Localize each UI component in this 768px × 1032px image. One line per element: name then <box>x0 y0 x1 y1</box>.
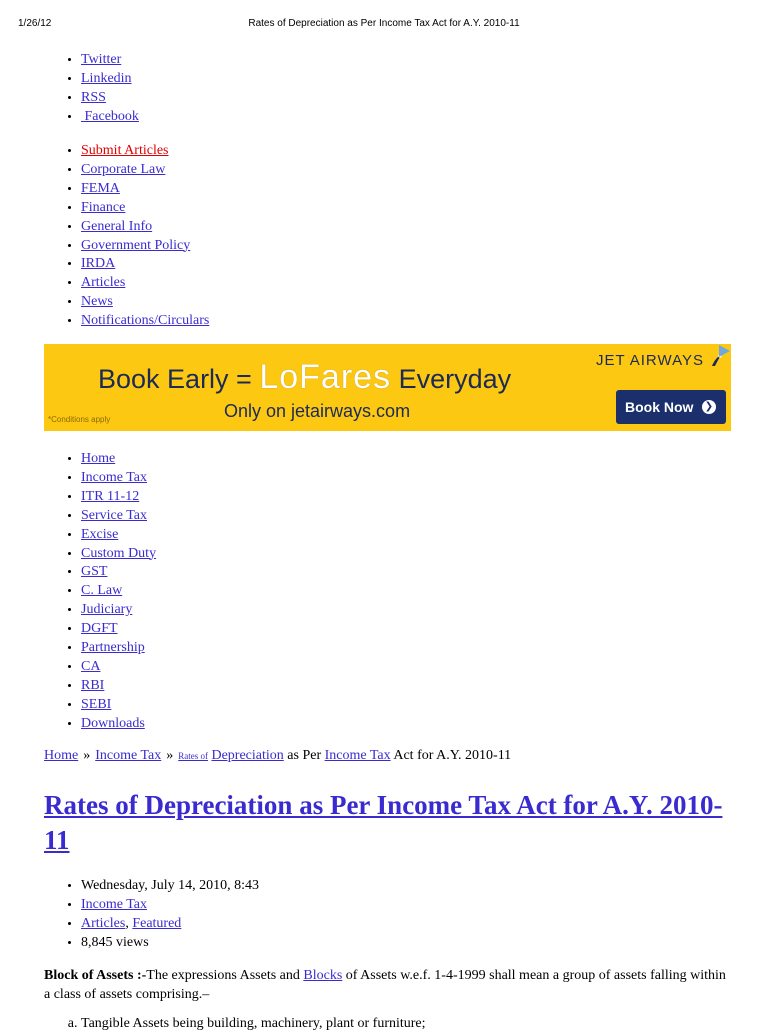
linkedin-link[interactable]: Linkedin <box>81 70 132 86</box>
nav-judiciary[interactable]: Judiciary <box>81 602 133 618</box>
list-item <box>81 601 156 620</box>
chevron-right-icon: ❯ <box>702 400 716 414</box>
list-item <box>81 199 209 218</box>
ad-conditions: *Conditions apply <box>48 415 111 424</box>
facebook-link[interactable]: Facebook <box>81 108 139 124</box>
list-item <box>81 293 209 312</box>
ad-headline-left: Book Early = <box>98 364 252 394</box>
fema-link[interactable]: FEMA <box>81 180 120 196</box>
paragraph-heading: Block of Assets :- <box>44 968 147 983</box>
articles-link[interactable]: Articles <box>81 275 126 291</box>
list-item <box>81 545 156 564</box>
ad-brand-name: JET AIRWAYS <box>596 352 704 369</box>
irda-link[interactable]: IRDA <box>81 256 116 272</box>
meta-category-link[interactable]: Income Tax <box>81 896 148 912</box>
list-item <box>81 715 156 734</box>
page-title <box>44 788 744 858</box>
breadcrumb-separator: » <box>83 748 91 763</box>
list-item <box>81 696 156 715</box>
list-item: a. Tangible Assets being building, machinery, plant or furniture; <box>81 1016 426 1032</box>
nav-downloads[interactable]: Downloads <box>81 715 145 731</box>
list-item <box>81 161 209 180</box>
list-item <box>81 218 209 237</box>
ad-subtitle: Only on jetairways.com <box>224 401 411 421</box>
twitter-link[interactable]: Twitter <box>81 52 122 67</box>
list-item <box>81 255 209 274</box>
breadcrumb <box>44 748 511 764</box>
news-link[interactable]: News <box>81 294 113 310</box>
nav-itr[interactable]: ITR 11-12 <box>81 488 140 504</box>
general-info-link[interactable]: General Info <box>81 218 153 234</box>
nav-custom-duty[interactable]: Custom Duty <box>81 545 157 561</box>
breadcrumb-income-tax[interactable]: Income Tax <box>95 748 162 763</box>
ad-headline <box>98 358 511 397</box>
nav-gst[interactable]: GST <box>81 564 108 580</box>
article-meta <box>44 877 259 953</box>
nav-ca[interactable]: CA <box>81 658 101 674</box>
list-item <box>81 237 209 256</box>
main-nav <box>44 450 156 734</box>
meta-date: • Wednesday, July 14, 2010, 8:43 <box>81 877 259 896</box>
print-title: Rates of Depreciation as Per Income Tax Act for A.Y. 2010-11 <box>248 18 520 29</box>
nav-dgft[interactable]: DGFT <box>81 621 118 637</box>
print-header <box>0 18 768 32</box>
list-item <box>81 639 156 658</box>
book-now-label: Book Now <box>625 399 694 415</box>
list-item <box>81 658 156 677</box>
nav-home[interactable]: Home <box>81 451 116 466</box>
list-item <box>81 677 156 696</box>
print-date: 1/26/12 <box>18 18 52 29</box>
meta-views: • 8,845 views <box>81 934 259 953</box>
nav-service-tax[interactable]: Service Tax <box>81 507 148 523</box>
list-item <box>81 70 139 89</box>
ad-banner[interactable] <box>44 344 731 431</box>
breadcrumb-home[interactable]: Home <box>44 748 79 763</box>
list-item <box>81 89 139 108</box>
submit-articles-link[interactable]: Submit Articles <box>81 143 169 158</box>
adchoices-icon[interactable] <box>717 344 731 358</box>
meta-tag-articles[interactable]: Articles <box>81 915 126 931</box>
social-links <box>44 51 139 127</box>
list-item <box>81 488 156 507</box>
meta-tag-featured[interactable]: Featured <box>132 915 182 931</box>
breadcrumb-rates-of[interactable]: Rates of <box>178 751 208 761</box>
category-links <box>44 142 209 331</box>
list-item <box>81 180 209 199</box>
list-item <box>81 108 139 127</box>
list-item <box>81 507 156 526</box>
breadcrumb-depreciation[interactable]: Depreciation <box>211 748 284 763</box>
notifications-link[interactable]: Notifications/Circulars <box>81 313 210 329</box>
breadcrumb-text: as Per <box>283 748 325 763</box>
nav-sebi[interactable]: SEBI <box>81 696 112 712</box>
rss-link[interactable]: RSS <box>81 89 106 105</box>
list-item <box>81 450 156 469</box>
paragraph-text: of Assets w.e.f. 1-4-1999 shall mean a group of assets falling within a class of assets comprising.– <box>44 968 730 1002</box>
ad-headline-right: Everyday <box>398 364 512 394</box>
paragraph-text: The expressions Assets and <box>146 968 304 983</box>
list-item <box>81 526 156 545</box>
nav-partnership[interactable]: Partnership <box>81 640 145 656</box>
article-paragraph <box>44 966 734 1004</box>
ad-brand-lofares: LoFares <box>259 358 392 396</box>
list-item <box>81 142 209 161</box>
list-item <box>81 896 259 915</box>
list-item <box>81 312 209 331</box>
list-item <box>81 915 259 934</box>
asset-list <box>44 1016 426 1032</box>
finance-link[interactable]: Finance <box>81 199 126 215</box>
list-item <box>81 563 156 582</box>
article-title-link[interactable]: Rates of Depreciation as Per Income Tax Act for A.Y. 2010-11 <box>44 790 723 855</box>
nav-c-law[interactable]: C. Law <box>81 583 123 599</box>
nav-income-tax[interactable]: Income Tax <box>81 469 148 485</box>
nav-rbi[interactable]: RBI <box>81 677 105 693</box>
government-policy-link[interactable]: Government Policy <box>81 237 191 253</box>
blocks-link[interactable]: Blocks <box>303 968 343 983</box>
breadcrumb-income-tax-link[interactable]: Income Tax <box>324 748 391 763</box>
corporate-law-link[interactable]: Corporate Law <box>81 161 166 177</box>
list-item <box>81 582 156 601</box>
meta-tag-separator: , <box>125 915 133 931</box>
list-item <box>81 620 156 639</box>
breadcrumb-current: Act for A.Y. 2010-11 <box>390 748 512 763</box>
book-now-button[interactable] <box>616 390 726 424</box>
breadcrumb-separator: » <box>166 748 174 763</box>
list-item <box>81 469 156 488</box>
list-item <box>81 51 139 70</box>
list-item <box>81 274 209 293</box>
nav-excise[interactable]: Excise <box>81 526 119 542</box>
